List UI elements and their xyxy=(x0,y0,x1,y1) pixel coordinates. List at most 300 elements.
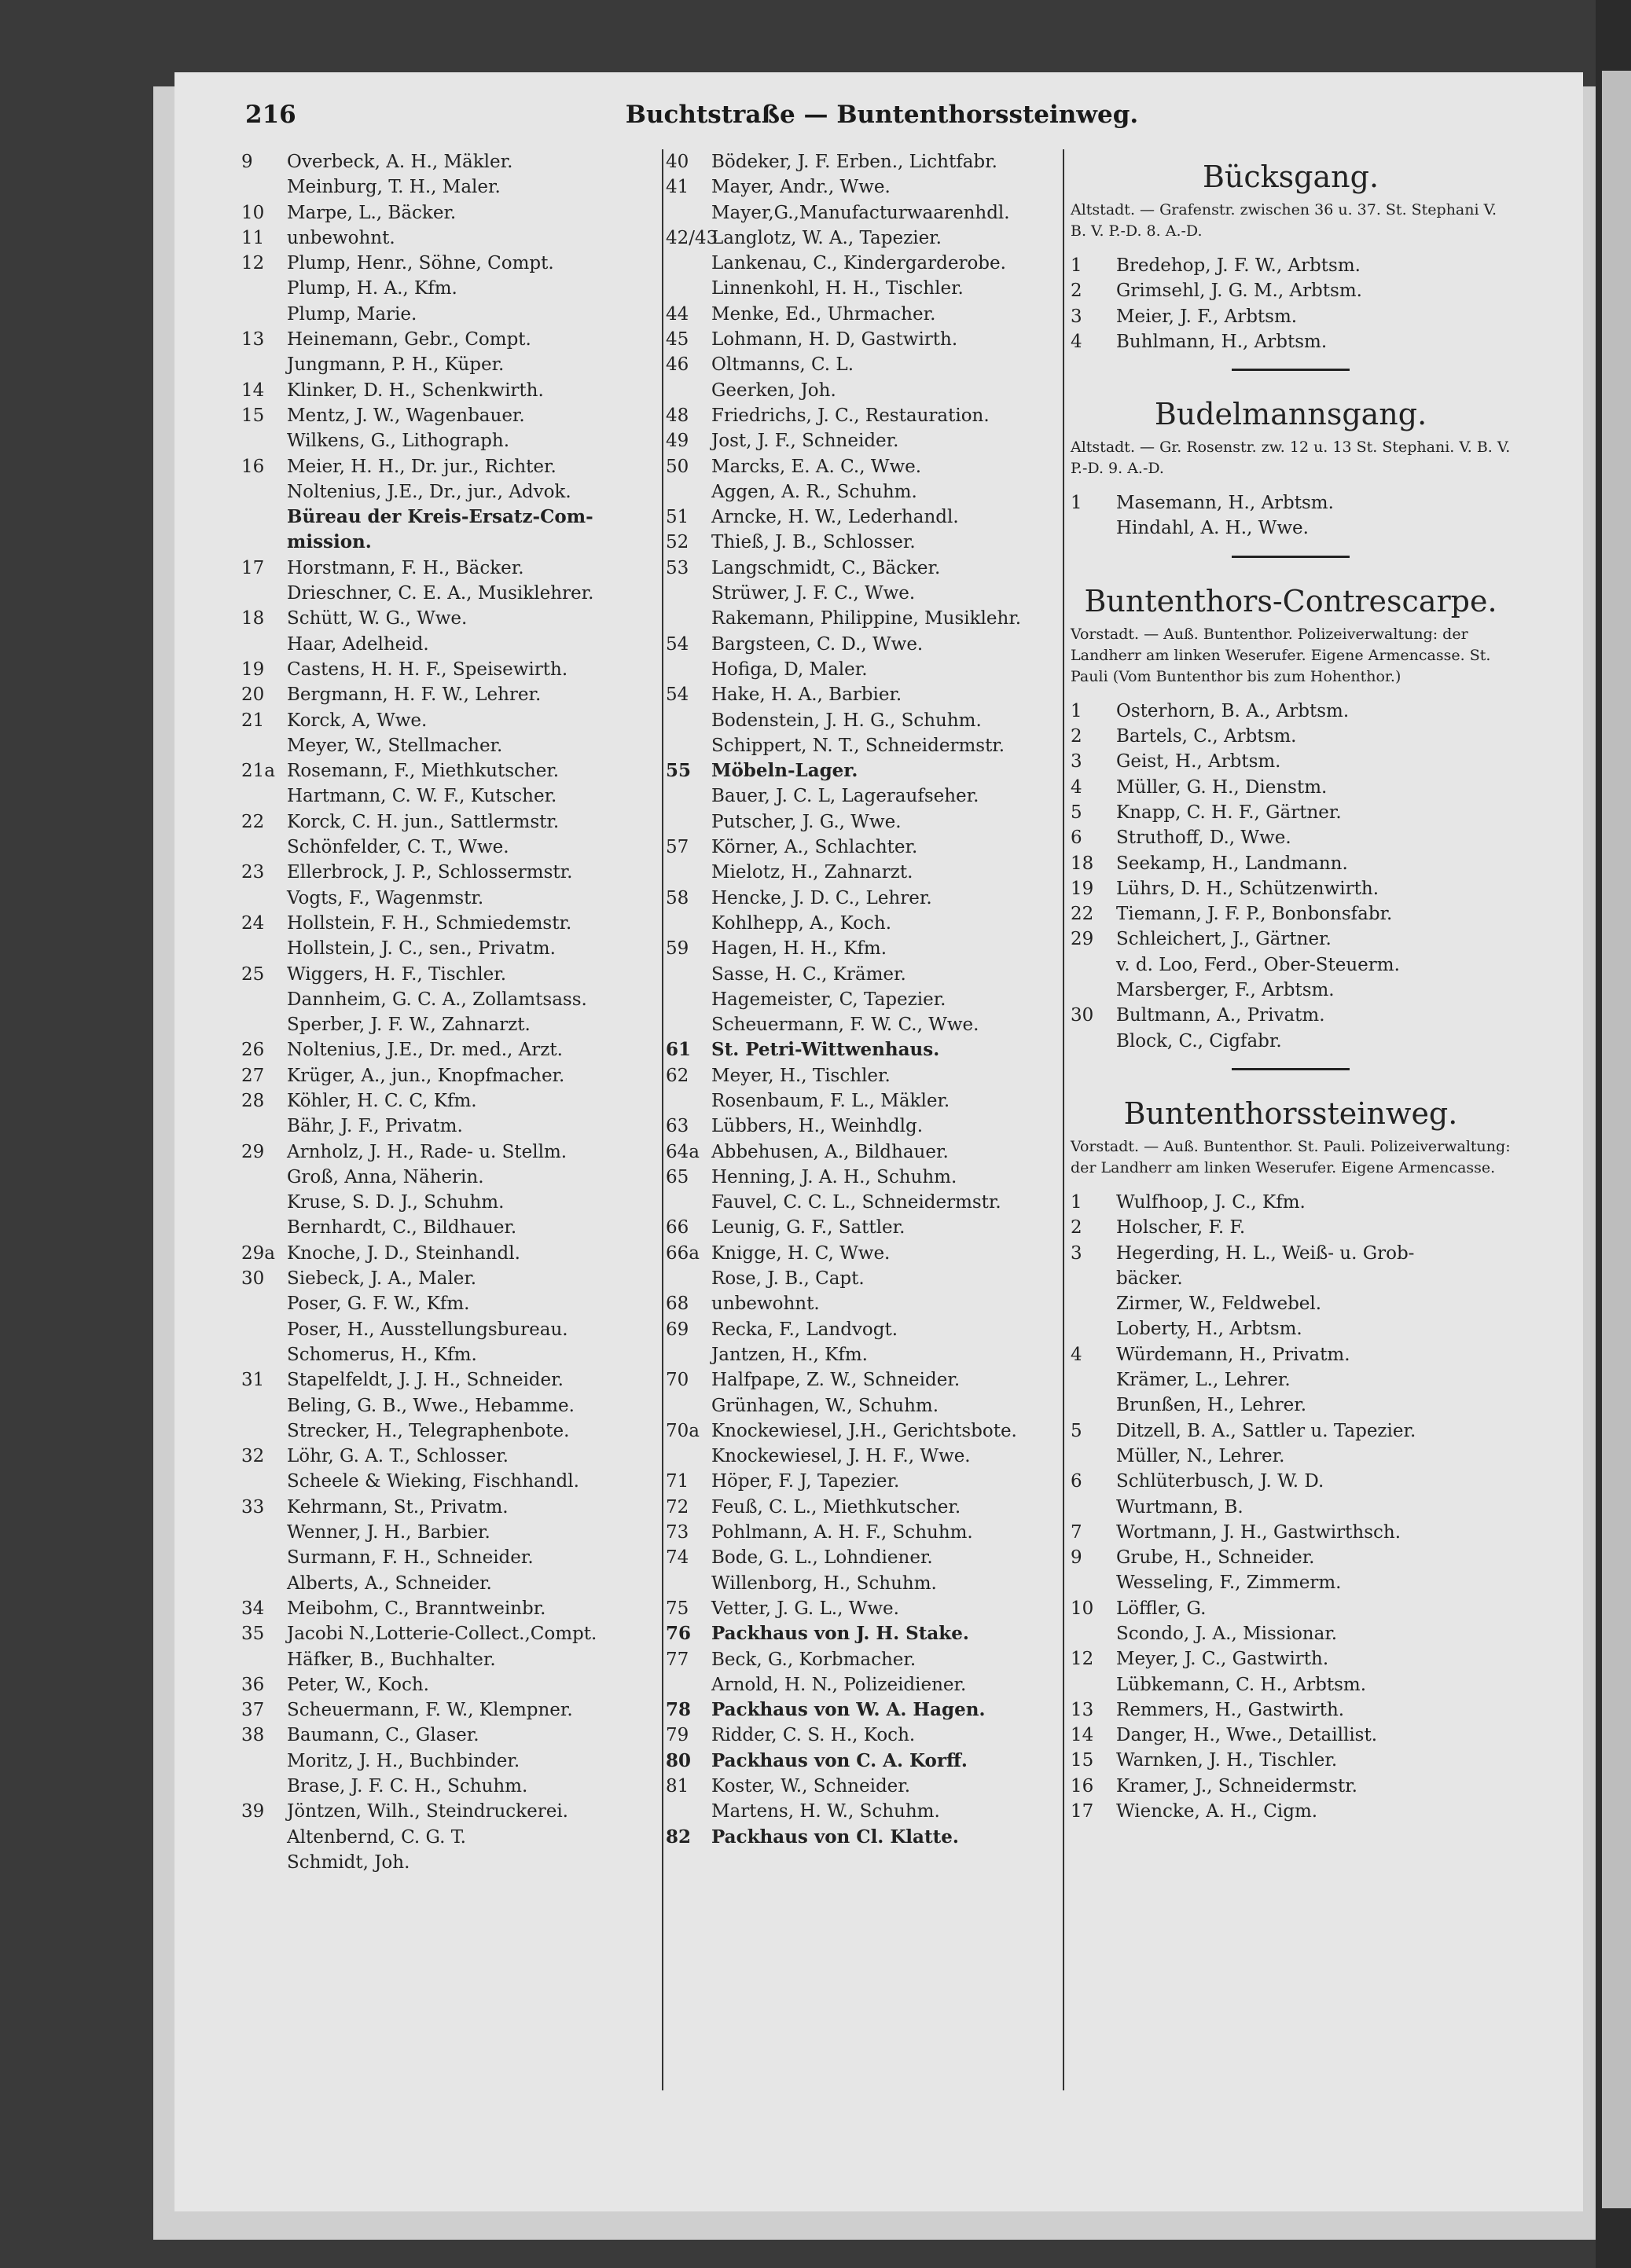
directory-entry xyxy=(1071,304,1511,329)
directory-entry xyxy=(1071,1444,1511,1469)
resident-name: Vetter, J. G. L., Wwe. xyxy=(711,1598,899,1619)
house-number: 33 xyxy=(241,1496,265,1518)
directory-entry xyxy=(666,1012,1086,1037)
directory-entry xyxy=(241,1165,662,1190)
directory-entry xyxy=(1071,516,1511,541)
directory-entry xyxy=(1071,1545,1511,1570)
street-description: Altstadt. — Grafenstr. zwischen 36 u. 37. St. Stephani V. B. V. P.-D. 8. A.-D. xyxy=(1071,201,1497,240)
resident-name: Hagen, H. H., Kfm. xyxy=(711,938,887,960)
resident-name: Tiemann, J. F. P., Bonbonsfabr. xyxy=(1116,904,1393,925)
section-divider xyxy=(1232,1068,1350,1070)
house-number: 3 xyxy=(1071,751,1082,773)
directory-entry xyxy=(241,911,662,936)
directory-entry xyxy=(241,1088,662,1114)
resident-name: Hollstein, J. C., sen., Privatm. xyxy=(287,938,556,960)
resident-name: Danger, H., Wwe., Detaillist. xyxy=(1116,1725,1378,1746)
house-number: 37 xyxy=(241,1700,265,1721)
resident-name: Wulfhoop, J. C., Kfm. xyxy=(1116,1191,1306,1213)
house-number: 28 xyxy=(241,1090,265,1111)
resident-name: Lübkemann, C. H., Arbtsm. xyxy=(1116,1674,1367,1695)
directory-entry xyxy=(666,606,1086,631)
house-number: 76 xyxy=(666,1623,692,1645)
house-number: 35 xyxy=(241,1624,265,1645)
house-number: 66a xyxy=(666,1242,700,1264)
directory-entry xyxy=(241,1850,662,1875)
resident-name: Wiencke, A. H., Cigm. xyxy=(1116,1801,1318,1822)
directory-entry xyxy=(666,352,1086,377)
directory-entry xyxy=(1071,1495,1511,1520)
resident-name: Müller, G. H., Dienstm. xyxy=(1116,776,1328,798)
house-number: 80 xyxy=(666,1749,692,1771)
street-heading: Budelmannsgang. xyxy=(1154,397,1427,432)
resident-name: Henning, J. A. H., Schuhm. xyxy=(711,1166,957,1187)
directory-entry xyxy=(1071,876,1511,901)
directory-entry xyxy=(241,1063,662,1088)
house-number: 66 xyxy=(666,1217,689,1239)
directory-entry xyxy=(241,530,662,555)
resident-name: Groß, Anna, Näherin. xyxy=(287,1166,484,1187)
directory-entry xyxy=(1071,490,1511,516)
directory-entry xyxy=(241,784,662,809)
resident-name: Plump, Marie. xyxy=(287,303,417,325)
directory-entry xyxy=(666,1825,1086,1850)
resident-name: Knapp, C. H. F., Gärtner. xyxy=(1116,802,1342,823)
directory-entry xyxy=(241,378,662,403)
resident-name: Knoche, J. D., Steinhandl. xyxy=(287,1242,520,1264)
directory-entry xyxy=(241,1723,662,1748)
directory-entry xyxy=(1071,978,1511,1003)
resident-name: Schlüterbusch, J. W. D. xyxy=(1116,1471,1324,1492)
directory-entry xyxy=(241,1393,662,1418)
directory-entry xyxy=(666,1469,1086,1494)
directory-entry xyxy=(666,1647,1086,1672)
house-number: 12 xyxy=(1071,1649,1094,1670)
house-number: 75 xyxy=(666,1598,689,1619)
directory-entry xyxy=(666,1266,1086,1291)
resident-name: Schönfelder, C. T., Wwe. xyxy=(287,837,509,858)
house-number: 17 xyxy=(241,557,265,578)
resident-name: St. Petri-Wittwenhaus. xyxy=(711,1039,940,1061)
resident-name: Plump, Henr., Söhne, Compt. xyxy=(287,253,554,274)
directory-entry xyxy=(1071,1003,1511,1028)
resident-name: Hollstein, F. H., Schmiedemstr. xyxy=(287,912,572,934)
directory-entry xyxy=(666,758,1086,784)
resident-name: Wurtmann, B. xyxy=(1116,1496,1243,1518)
house-number: 3 xyxy=(1071,1242,1082,1264)
resident-name: bäcker. xyxy=(1116,1268,1183,1289)
directory-entry xyxy=(666,479,1086,505)
resident-name: Jungmann, P. H., Küper. xyxy=(287,354,505,376)
resident-name: Hake, H. A., Barbier. xyxy=(711,684,902,706)
resident-name: Bodenstein, J. H. G., Schuhm. xyxy=(711,710,982,731)
directory-entry xyxy=(666,708,1086,733)
directory-entry xyxy=(666,1495,1086,1520)
resident-name: Bergmann, H. F. W., Lehrer. xyxy=(287,684,542,706)
house-number: 39 xyxy=(241,1801,265,1822)
resident-name: Vogts, F., Wagenmstr. xyxy=(287,887,484,908)
directory-entry xyxy=(666,1241,1086,1266)
resident-name: Brunßen, H., Lehrer. xyxy=(1116,1395,1307,1416)
resident-name: Alberts, A., Schneider. xyxy=(287,1573,492,1594)
house-number: 69 xyxy=(666,1319,689,1340)
resident-name: Remmers, H., Gastwirth. xyxy=(1116,1699,1345,1720)
directory-entry xyxy=(241,1367,662,1393)
resident-name: Scheuermann, F. W. C., Wwe. xyxy=(711,1015,979,1036)
resident-name: Menke, Ed., Uhrmacher. xyxy=(711,303,936,325)
house-number: 4 xyxy=(1071,776,1082,798)
resident-name: Schütt, W. G., Wwe. xyxy=(287,608,468,629)
directory-entry xyxy=(241,657,662,682)
resident-name: Haar, Adelheid. xyxy=(287,633,429,655)
resident-name: Fauvel, C. C. L., Schneidermstr. xyxy=(711,1192,1001,1213)
directory-entry xyxy=(666,936,1086,961)
house-number: 54 xyxy=(666,633,689,655)
resident-name: Hindahl, A. H., Wwe. xyxy=(1116,518,1309,539)
resident-name: Sasse, H. C., Krämer. xyxy=(711,963,906,985)
directory-entry xyxy=(666,1291,1086,1316)
resident-name: Baumann, C., Glaser. xyxy=(287,1725,479,1746)
directory-entry xyxy=(241,1215,662,1240)
house-number: 38 xyxy=(241,1725,265,1746)
resident-name: Kohlhepp, A., Koch. xyxy=(711,912,892,934)
directory-entry xyxy=(1071,800,1511,825)
directory-entry xyxy=(666,784,1086,809)
house-number: 14 xyxy=(241,380,265,401)
directory-entry xyxy=(241,758,662,784)
resident-name: Lohmann, H. D, Gastwirth. xyxy=(711,329,958,350)
resident-name: Packhaus von W. A. Hagen. xyxy=(711,1699,986,1721)
directory-entry xyxy=(666,1418,1086,1444)
directory-entry xyxy=(666,1037,1086,1062)
directory-entry xyxy=(241,1749,662,1774)
resident-name: Overbeck, A. H., Mäkler. xyxy=(287,152,513,172)
directory-entry xyxy=(241,1495,662,1520)
resident-name: Scheele & Wieking, Fischhandl. xyxy=(287,1471,579,1492)
house-number: 29a xyxy=(241,1242,275,1264)
resident-name: Schmidt, Joh. xyxy=(287,1851,410,1873)
resident-name: Heinemann, Gebr., Compt. xyxy=(287,329,531,350)
resident-name: Hartmann, C. W. F., Kutscher. xyxy=(287,786,557,807)
directory-entry xyxy=(241,226,662,251)
house-number: 51 xyxy=(666,507,689,528)
directory-entry xyxy=(666,733,1086,758)
resident-name: Linnenkohl, H. H., Tischler. xyxy=(711,278,964,299)
directory-entry xyxy=(241,1571,662,1596)
directory-entry xyxy=(241,987,662,1012)
directory-entry xyxy=(666,682,1086,707)
house-number: 77 xyxy=(666,1649,689,1670)
resident-name: Schleichert, J., Gärtner. xyxy=(1116,929,1332,950)
directory-entry xyxy=(666,657,1086,682)
resident-name: Bode, G. L., Lohndiener. xyxy=(711,1547,933,1569)
street-description: Altstadt. — Gr. Rosenstr. zw. 12 u. 13 St. Stephani. V. B. V. P.-D. 9. A.-D. xyxy=(1071,439,1511,478)
house-number: 73 xyxy=(666,1522,689,1543)
directory-entry xyxy=(666,1545,1086,1570)
directory-entry xyxy=(241,708,662,733)
directory-entry xyxy=(666,1088,1086,1114)
directory-entry xyxy=(666,327,1086,352)
directory-entry xyxy=(666,200,1086,226)
directory-entry xyxy=(241,403,662,428)
house-number: 7 xyxy=(1071,1521,1082,1543)
resident-name: Aggen, A. R., Schuhm. xyxy=(711,481,917,502)
resident-name: Surmann, F. H., Schneider. xyxy=(287,1547,534,1569)
resident-name: Lübbers, H., Weinhdlg. xyxy=(711,1116,924,1137)
directory-entry xyxy=(241,556,662,581)
resident-name: Kehrmann, St., Privatm. xyxy=(287,1496,509,1518)
house-number: 31 xyxy=(241,1370,265,1391)
house-number: 2 xyxy=(1071,281,1082,302)
directory-entry xyxy=(241,327,662,352)
resident-name: Müller, N., Lehrer. xyxy=(1116,1445,1285,1466)
resident-name: Mayer, Andr., Wwe. xyxy=(711,177,891,198)
resident-name: Jantzen, H., Kfm. xyxy=(711,1344,868,1365)
resident-name: Plump, H. A., Kfm. xyxy=(287,278,457,299)
resident-name: Thieß, J. B., Schlosser. xyxy=(711,532,916,553)
street-heading: Buntenthorssteinweg. xyxy=(1123,1095,1458,1131)
house-number: 34 xyxy=(241,1598,265,1619)
house-number: 20 xyxy=(241,684,265,706)
directory-entry xyxy=(241,733,662,758)
house-number: 59 xyxy=(666,938,689,960)
column-right xyxy=(1071,149,1511,1824)
house-number: 5 xyxy=(1071,802,1082,823)
house-number: 32 xyxy=(241,1446,265,1467)
resident-name: Löhr, G. A. T., Schlosser. xyxy=(287,1446,509,1467)
directory-entry xyxy=(241,200,662,226)
house-number: 41 xyxy=(666,177,689,198)
resident-name: Noltenius, J.E., Dr., jur., Advok. xyxy=(287,481,571,502)
house-number: 74 xyxy=(666,1547,689,1569)
directory-entry xyxy=(1071,1418,1511,1444)
resident-name: Seekamp, H., Landmann. xyxy=(1116,853,1348,874)
directory-entry xyxy=(241,479,662,505)
house-number: 16 xyxy=(1071,1775,1094,1796)
directory-entry xyxy=(241,1291,662,1316)
directory-entry xyxy=(241,1647,662,1672)
directory-entry xyxy=(241,581,662,606)
directory-entry xyxy=(666,1114,1086,1139)
house-number: 29 xyxy=(241,1141,265,1162)
house-number: 36 xyxy=(241,1674,265,1695)
resident-name: Hencke, J. D. C., Lehrer. xyxy=(711,887,932,908)
directory-entry xyxy=(666,1723,1086,1748)
directory-entry xyxy=(666,1444,1086,1469)
directory-entry xyxy=(666,1571,1086,1596)
directory-entry xyxy=(666,1393,1086,1418)
house-number: 1 xyxy=(1071,493,1082,514)
directory-entry xyxy=(1071,1723,1511,1748)
directory-entry xyxy=(1071,749,1511,774)
directory-entry xyxy=(666,454,1086,479)
house-number: 6 xyxy=(1071,1471,1082,1492)
directory-entry xyxy=(666,1342,1086,1367)
resident-name: Oltmanns, C. L. xyxy=(711,354,854,376)
directory-entry xyxy=(241,1444,662,1469)
resident-name: Meier, J. F., Arbtsm. xyxy=(1116,306,1298,327)
house-number: 12 xyxy=(241,253,265,274)
resident-name: Meyer, W., Stellmacher. xyxy=(287,735,503,756)
house-number: 1 xyxy=(1071,700,1082,721)
directory-entry xyxy=(1071,1291,1511,1316)
directory-entry xyxy=(1071,1029,1511,1054)
resident-name: Martens, H. W., Schuhm. xyxy=(711,1801,940,1822)
resident-name: Bödeker, J. F. Erben., Lichtfabr. xyxy=(711,152,997,172)
resident-name: Sperber, J. F. W., Zahnarzt. xyxy=(287,1015,531,1036)
resident-name: Klinker, D. H., Schenkwirth. xyxy=(287,380,544,401)
resident-name: Mielotz, H., Zahnarzt. xyxy=(711,862,913,883)
directory-entry xyxy=(666,1672,1086,1697)
directory-entry xyxy=(666,1190,1086,1215)
directory-entry xyxy=(666,1140,1086,1165)
page-number: 216 xyxy=(245,101,296,129)
resident-name: Knockewiesel, J. H. F., Wwe. xyxy=(711,1446,971,1467)
resident-name: Geerken, Joh. xyxy=(711,380,836,401)
directory-entry xyxy=(1071,775,1511,800)
resident-name: Mayer,G.,Manufacturwaarenhdl. xyxy=(711,202,1010,223)
resident-name: Pohlmann, A. H. F., Schuhm. xyxy=(711,1522,973,1543)
resident-name: Ridder, C. S. H., Koch. xyxy=(711,1725,916,1746)
resident-name: Osterhorn, B. A., Arbtsm. xyxy=(1116,700,1350,721)
resident-name: Körner, A., Schlachter. xyxy=(711,837,918,858)
resident-name: Koster, W., Schneider. xyxy=(711,1776,911,1796)
directory-entry xyxy=(666,530,1086,555)
house-number: 53 xyxy=(666,557,689,578)
resident-name: Castens, H. H. F., Speisewirth. xyxy=(287,659,568,680)
directory-entry xyxy=(241,1241,662,1266)
directory-entry xyxy=(666,403,1086,428)
house-number: 22 xyxy=(241,811,265,832)
resident-name: Meyer, H., Tischler. xyxy=(711,1065,891,1086)
house-number: 40 xyxy=(666,152,689,172)
resident-name: Krüger, A., jun., Knopfmacher. xyxy=(287,1065,565,1086)
resident-name: Packhaus von C. A. Korff. xyxy=(711,1749,968,1771)
resident-name: Hofiga, D, Maler. xyxy=(711,659,868,680)
directory-entry xyxy=(241,860,662,885)
directory-entry xyxy=(1071,1748,1511,1773)
resident-name: Arnold, H. N., Polizeidiener. xyxy=(711,1674,967,1695)
resident-name: Kramer, J., Schneidermstr. xyxy=(1116,1775,1357,1796)
resident-name: Leunig, G. F., Sattler. xyxy=(711,1217,905,1239)
resident-name: Löffler, G. xyxy=(1116,1598,1207,1619)
house-number: 10 xyxy=(241,202,265,223)
house-number: 46 xyxy=(666,354,689,376)
directory-entry xyxy=(241,1774,662,1799)
column-rule-left xyxy=(662,149,663,2090)
directory-entry xyxy=(1071,851,1511,876)
house-number: 2 xyxy=(1071,1217,1082,1239)
resident-name: Arnholz, J. H., Rade- u. Stellm. xyxy=(287,1141,568,1162)
resident-name: Scondo, J. A., Missionar. xyxy=(1116,1623,1338,1644)
directory-entry xyxy=(241,276,662,301)
house-number: 4 xyxy=(1071,1344,1082,1365)
street-description: Vorstadt. — Auß. Buntenthor. Polizeiverwaltung: der Landherr am linken Weserufer. Eigene Armencasse. St. Pauli (Vom Buntenthor bis zum Hohenthor.) xyxy=(1071,625,1491,685)
resident-name: Beck, G., Korbmacher. xyxy=(711,1649,917,1670)
directory-entry xyxy=(666,835,1086,860)
house-number: 45 xyxy=(666,329,689,350)
page-header xyxy=(245,101,1519,148)
house-number: 13 xyxy=(1071,1699,1094,1720)
house-number: 19 xyxy=(1071,878,1094,899)
directory-entry xyxy=(241,352,662,377)
directory-entry xyxy=(241,632,662,657)
resident-name: Meibohm, C., Branntweinbr. xyxy=(287,1598,546,1619)
resident-name: Wesseling, F., Zimmerm. xyxy=(1116,1573,1342,1594)
directory-entry xyxy=(1071,901,1511,927)
house-number: 21a xyxy=(241,761,275,782)
house-number: 44 xyxy=(666,303,689,325)
directory-entry xyxy=(241,1190,662,1215)
resident-name: Höper, F. J, Tapezier. xyxy=(711,1471,900,1492)
resident-name: Wilkens, G., Lithograph. xyxy=(287,431,510,452)
resident-name: Halfpape, Z. W., Schneider. xyxy=(711,1370,961,1391)
resident-name: Bernhardt, C., Bildhauer. xyxy=(287,1217,517,1239)
house-number: 72 xyxy=(666,1496,689,1518)
directory-entry xyxy=(1071,1469,1511,1494)
resident-name: Korck, C. H. jun., Sattlermstr. xyxy=(287,811,560,832)
resident-name: Marsberger, F., Arbtsm. xyxy=(1116,980,1335,1001)
directory-entry xyxy=(241,1545,662,1570)
resident-name: Krämer, L., Lehrer. xyxy=(1116,1370,1291,1391)
resident-name: Stapelfeldt, J. J. H., Schneider. xyxy=(287,1370,564,1391)
resident-name: Siebeck, J. A., Maler. xyxy=(287,1268,477,1290)
directory-entry xyxy=(241,1799,662,1824)
directory-entry xyxy=(241,835,662,860)
house-number: 26 xyxy=(241,1040,265,1061)
resident-name: Bartels, C., Arbtsm. xyxy=(1116,726,1297,747)
house-number: 16 xyxy=(241,456,265,477)
directory-entry xyxy=(241,1825,662,1850)
resident-name: Zirmer, W., Feldwebel. xyxy=(1116,1294,1322,1315)
resident-name: unbewohnt. xyxy=(711,1294,820,1315)
resident-name: Holscher, F. F. xyxy=(1116,1217,1246,1239)
resident-name: Kruse, S. D. J., Schuhm. xyxy=(287,1192,505,1213)
street-heading: Buntenthors-Contrescarpe. xyxy=(1084,583,1497,618)
house-number: 70a xyxy=(666,1420,700,1441)
resident-name: Rosemann, F., Miethkutscher. xyxy=(287,761,560,782)
directory-entry xyxy=(241,962,662,987)
house-number: 25 xyxy=(241,963,265,985)
directory-entry xyxy=(666,226,1086,251)
house-number: 81 xyxy=(666,1776,689,1796)
directory-entry xyxy=(1071,952,1511,978)
resident-name: Loberty, H., Arbtsm. xyxy=(1116,1319,1302,1340)
house-number: 79 xyxy=(666,1725,689,1746)
resident-name: Bargsteen, C. D., Wwe. xyxy=(711,633,924,655)
directory-entry xyxy=(666,1317,1086,1342)
house-number: 82 xyxy=(666,1826,692,1848)
directory-entry xyxy=(1071,724,1511,749)
running-title: Buchtstraße — Buntenthorssteinweg. xyxy=(625,101,1139,129)
resident-name: Horstmann, F. H., Bäcker. xyxy=(287,557,524,578)
house-number: 18 xyxy=(1071,853,1094,874)
directory-entry xyxy=(666,632,1086,657)
directory-entry xyxy=(241,505,662,530)
directory-entry xyxy=(666,1799,1086,1824)
house-number: 17 xyxy=(1071,1801,1094,1822)
house-number: 11 xyxy=(241,227,265,248)
resident-name: Grube, H., Schneider. xyxy=(1116,1547,1315,1569)
directory-entry xyxy=(666,149,1086,174)
resident-name: Ditzell, B. A., Sattler u. Tapezier. xyxy=(1116,1420,1416,1441)
resident-name: unbewohnt. xyxy=(287,227,395,248)
house-number: 3 xyxy=(1071,306,1082,327)
house-number: 63 xyxy=(666,1116,689,1137)
resident-name: Wenner, J. H., Barbier. xyxy=(287,1522,490,1543)
house-number: 9 xyxy=(1071,1547,1082,1569)
house-number: 49 xyxy=(666,431,689,452)
directory-entry xyxy=(241,174,662,200)
